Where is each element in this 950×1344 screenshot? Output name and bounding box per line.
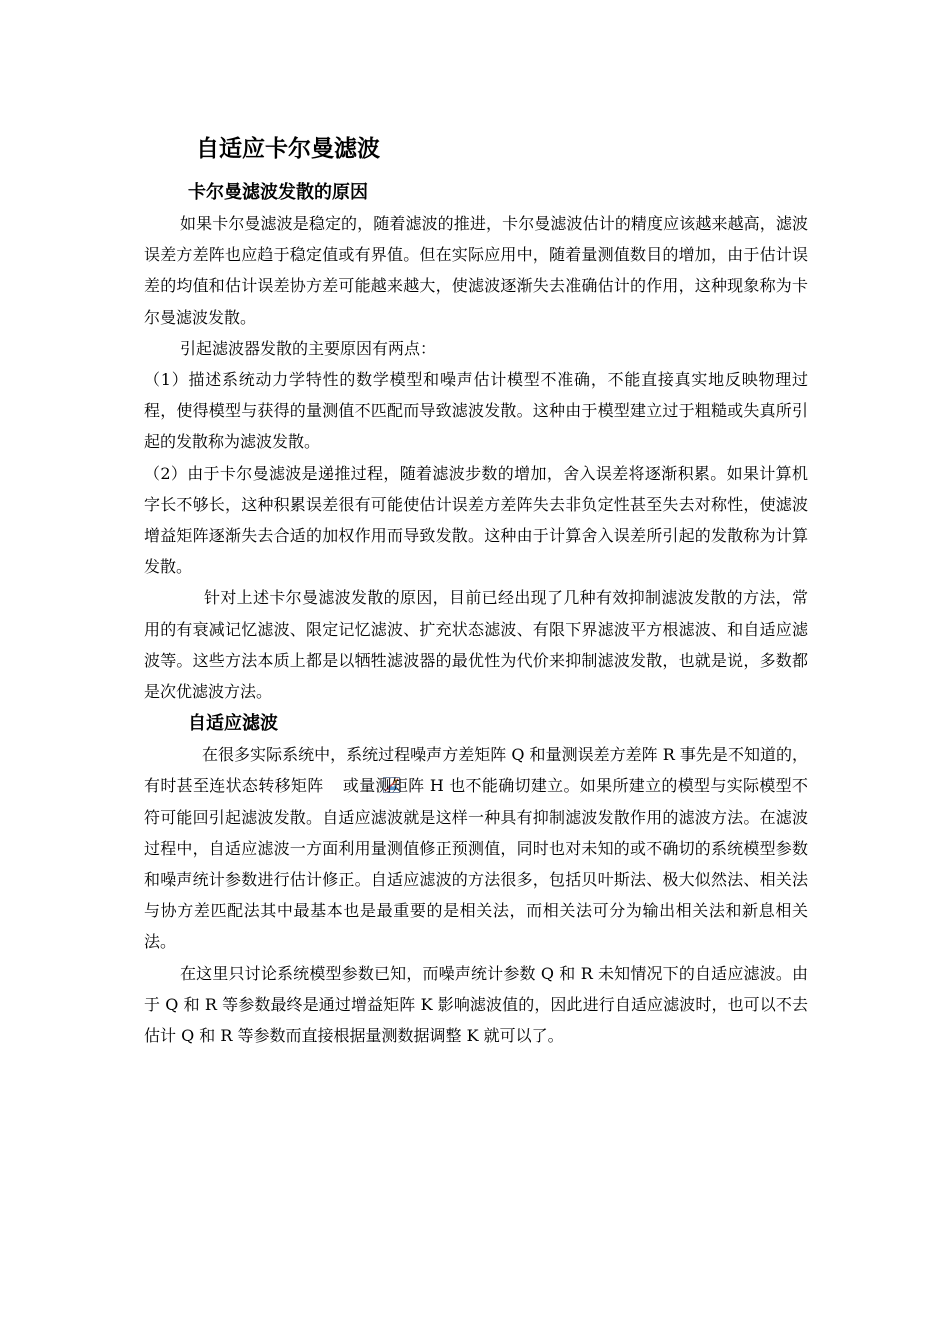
section-heading-adaptive: 自适应滤波 [188,713,278,735]
paragraph-divergence-intro: 如果卡尔曼滤波是稳定的，随着滤波的推进，卡尔曼滤波估计的精度应该越来越高，滤波误差方差阵也应趋于稳定值或有界值。但在实际应用中，随着量测值数目的增加，由于估计误差的均值和估计误差协方差可能越来越大，使滤波逐渐失去准确估计的作用，这种现象称为卡尔曼滤波发散。 [144,214,808,327]
paragraph-cause-2: （2）由于卡尔曼滤波是递推过程，随着滤波步数的增加，舍入误差将逐渐积累。如果计算机字长不够长，这种积累误差很有可能使估计误差方差阵失去非负定性甚至失去对称性，使滤波增益矩阵逐渐失去合适的加权作用而导致发散。这种由于计算舍入误差所引起的发散称为计算发散。 [144,463,808,577]
paragraph-two-causes: 引起滤波器发散的主要原因有两点： [180,338,437,358]
paragraph-cause-1: （1）描述系统动力学特性的数学模型和噪声估计模型不准确，不能直接真实地反映物理过程，使得模型与获得的量测值不匹配而导致滤波发散。这种由于模型建立过于粗糙或失真所引起的发散称为滤波发散。 [144,370,808,452]
adaptive-intro-text-after: 或量测矩阵 H 也不能确切建立。如果所建立的模型与实际模型不符可能回引起滤波发散。自适应滤波就是这样一种具有抑制滤波发散作用的滤波方法。在滤波过程中，自适应滤波一方面利用量测值修正预测值，同时也对未知的或不确切的系统模型参数和噪声统计参数进行估计修正。自适应滤波的方法很多，包括贝叶斯法、极大似然法、相关法与协方差匹配法其中最基本也是最重要的是相关法，而相关法可分为输出相关法和新息相关法。 [144,776,808,952]
document-title: 自适应卡尔曼滤波 [196,136,380,162]
section-heading-divergence: 卡尔曼滤波发散的原因 [188,182,368,203]
paragraph-adaptive-intro [144,739,808,957]
document-page [144,128,808,1051]
paragraph-adaptive-scope: 在这里只讨论系统模型参数已知，而噪声统计参数 Q 和 R 未知情况下的自适应滤波。由于 Q 和 R 等参数最终是通过增益矩阵 K 影响滤波值的，因此进行自适应滤波时，也可以不去估计 Q 和 R 等参数而直接根据量测数据调整 K 就可以了。 [144,963,808,1046]
paragraph-suppression-methods: 针对上述卡尔曼滤波发散的原因，目前已经出现了几种有效抑制滤波发散的方法，常用的有衰减记忆滤波、限定记忆滤波、扩充状态滤波、有限下界滤波平方根滤波、和自适应滤波等。这些方法本质上都是以牺牲滤波器的最优性为代价来抑制滤波发散，也就是说，多数都是次优滤波方法。 [144,588,808,702]
broken-image-icon [325,772,342,788]
adaptive-intro-text-before: 在很多实际系统中，系统过程噪声方差矩阵 Q 和量测误差方差阵 R 事先是不知道的，有时甚至连状态转移矩阵 [144,745,808,796]
